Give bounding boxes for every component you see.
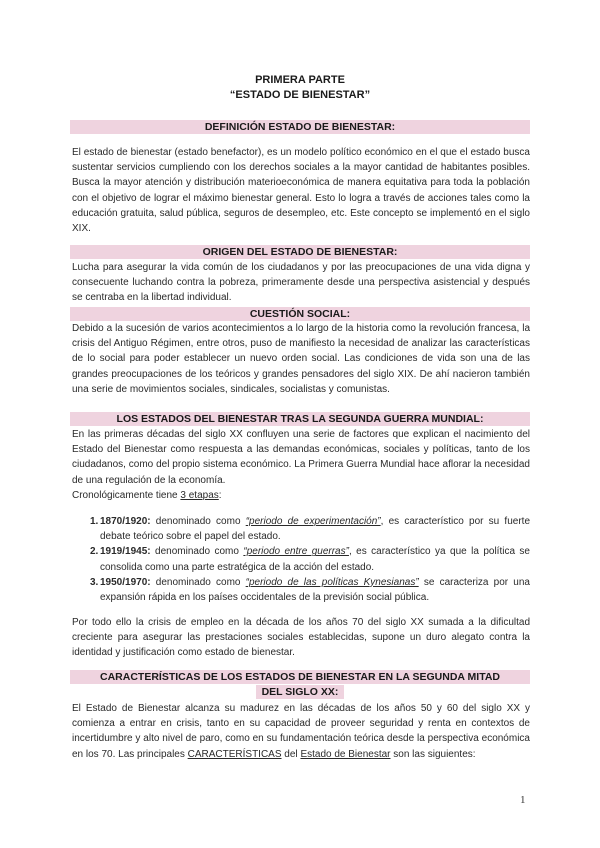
- stage-pre: denominado como: [150, 546, 244, 558]
- caracteristicas-text-u2: Estado de Bienestar: [300, 748, 391, 760]
- list-item: [72, 514, 530, 544]
- stage-years: 1950/1970:: [100, 576, 151, 588]
- heading-cuestion-text: CUESTIÓN SOCIAL:: [70, 307, 530, 321]
- heading-caracteristicas-2: [70, 685, 530, 699]
- stage-pre: denominado como: [150, 516, 246, 527]
- heading-caracteristicas: [70, 670, 530, 684]
- title-line-2: “ESTADO DE BIENESTAR”: [229, 89, 371, 101]
- heading-origen: [70, 245, 530, 259]
- heading-definicion: [70, 120, 530, 134]
- heading-guerra: [70, 412, 530, 426]
- caracteristicas-text-pre: El Estado de Bienestar alcanza su madurez en las décadas de los años 50 y 60 del siglo XX y comienza a entrar en crisis, tanto en su capacidad de proveer seguridad y renta en contextos de incertidumbre y alto nivel de paro, como en su fundamentación teórica desde la perspectiva económica en los 70. Las principales: [72, 703, 530, 760]
- stage-pre: denominado como: [150, 576, 246, 588]
- stages-list: [72, 514, 530, 605]
- list-item: [72, 575, 530, 605]
- heading-cuestion: [70, 307, 530, 321]
- list-item: [72, 544, 530, 574]
- caracteristicas-text-u1: CARACTERÍSTICAS: [187, 748, 282, 760]
- paragraph-definicion: El estado de bienestar (estado benefactor), es un modelo político económico en el que el estado busca sustentar servicios cumpliendo con los derechos sociales a la mayor cantidad de habitantes posibles. Busca la mayor atención y distribución materioeconómica de manera equitativa para toda la población con el objetivo de lograr el máximo bienestar general. Esto lo logra a través de acciones tales como la educación gratuita, salud pública, seguros de desempleo, etc. Este concepto se implementó en el siglo XIX.: [72, 147, 530, 235]
- stage-post: se caracteriza por una expansión rápida en los países occidentales de la previsión social pública.: [100, 576, 530, 604]
- heading-guerra-text: LOS ESTADOS DEL BIENESTAR TRAS LA SEGUNDA GUERRA MUNDIAL:: [70, 412, 530, 426]
- page-number: 1: [520, 794, 526, 806]
- paragraph-cronologia: [72, 488, 530, 503]
- caracteristicas-text-mid: del: [281, 748, 301, 760]
- heading-caracteristicas-line-2: DEL SIGLO XX:: [256, 685, 345, 699]
- stage-years: 1919/1945:: [100, 546, 151, 558]
- cronologia-prefix: Cronológicamente tiene: [72, 490, 181, 501]
- stage-years: 1870/1920:: [100, 516, 151, 527]
- stage-post: , es característico por su fuerte debate teórico sobre el papel del estado.: [100, 516, 530, 543]
- cronologia-etapas: 3 etapas: [180, 490, 219, 501]
- paragraph-guerra: En las primeras décadas del siglo XX confluyen una serie de factores que explican el nacimiento del Estado del Bienestar como respuesta a las demandas económicas, sociales y políticas, tanto de los ciudadanos, como del propio sistema económico. La Primera Guerra Mundial hace aflorar la necesidad de una regulación de la economía.: [72, 429, 530, 486]
- paragraph-caracteristicas: [72, 701, 530, 762]
- cronologia-suffix: :: [218, 490, 222, 501]
- stage-quote: “periodo de las políticas Kynesianas”: [245, 576, 419, 588]
- title-line-1: PRIMERA PARTE: [255, 74, 345, 86]
- stage-number: 3.: [90, 576, 99, 588]
- stage-quote: “periodo entre guerras”: [243, 546, 349, 558]
- stage-number: 2.: [90, 546, 99, 558]
- stage-number: 1.: [90, 516, 99, 527]
- paragraph-crisis: Por todo ello la crisis de empleo en la década de los años 70 del siglo XX sumada a la dificultad creciente para asegurar las prestaciones sociales establecidas, supone un duro alegato contra la identidad y justificación como estado de bienestar.: [72, 617, 530, 659]
- heading-origen-text: ORIGEN DEL ESTADO DE BIENESTAR:: [70, 245, 530, 259]
- heading-caracteristicas-line-1: CARACTERÍSTICAS DE LOS ESTADOS DE BIENESTAR EN LA SEGUNDA MITAD: [70, 670, 530, 684]
- paragraph-origen: Lucha para asegurar la vida común de los ciudadanos y por las preocupaciones de una vida digna y consecuente luchando contra la pobreza, primeramente desde una perspectiva asistencial y después se centraba en la libertad individual.: [72, 262, 530, 304]
- heading-definicion-text: DEFINICIÓN ESTADO DE BIENESTAR:: [70, 120, 530, 134]
- stage-post: , es característico ya que la política se consolida como una parte estratégica de la acción del estado.: [100, 546, 530, 573]
- stage-quote: “periodo de experimentación”: [245, 516, 381, 527]
- caracteristicas-text-post: son las siguientes:: [390, 748, 476, 760]
- paragraph-cuestion: Debido a la sucesión de varios acontecimientos a lo largo de la historia como la revolución francesa, la crisis del Antiguo Régimen, entre otros, puso de manifiesto la necesidad de analizar las características de lo social para poder establecer un nuevo orden social. Las condiciones de vida son una de las grandes preocupaciones de los teóricos y grandes pensadores del siglo XIX. De ahí nacieron también una serie de movimientos sociales, sindicales, socialistas y comunistas.: [72, 323, 530, 395]
